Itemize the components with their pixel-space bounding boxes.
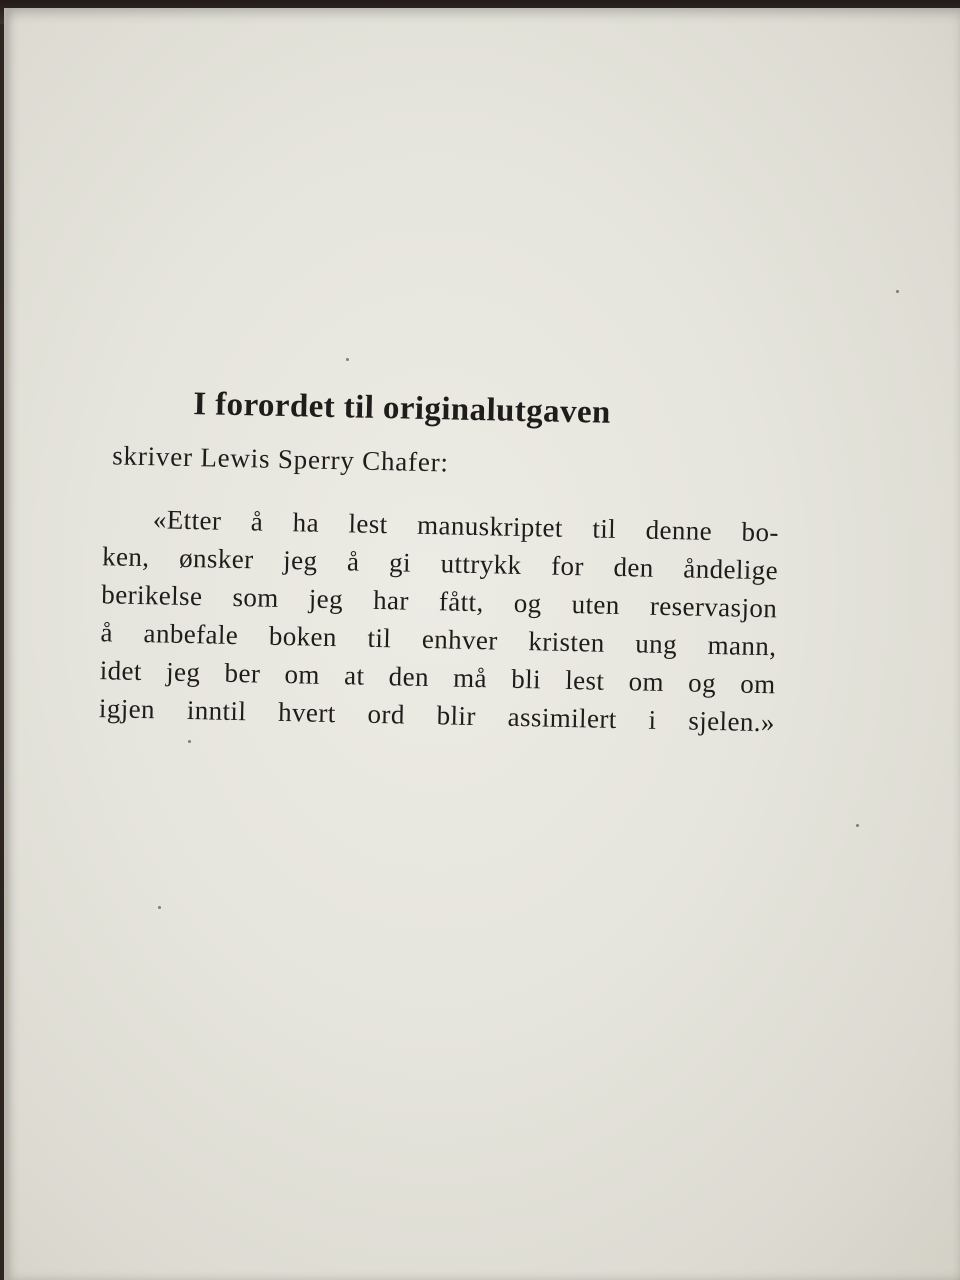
page-heading: I forordet til originalutgaven	[192, 386, 612, 431]
quote-line-5: idet jeg ber om at den må bli lest om og om	[99, 655, 776, 700]
quote-line-1: «Etter å ha lest manuskriptet til denne bo-	[152, 504, 780, 548]
paper-speck	[188, 740, 191, 743]
quote-line-4: å anbefale boken til enhver kristen ung mann,	[100, 617, 777, 662]
paper-speck	[896, 290, 899, 293]
quote-line-3: berikelse som jeg har fått, og uten reservasjon	[101, 579, 778, 624]
paper-speck	[158, 906, 161, 909]
paper-speck	[346, 358, 349, 361]
attribution-line: skriver Lewis Sperry Chafer:	[111, 440, 450, 478]
quote-line-2: ken, ønsker jeg å gi uttrykk for den åndelige	[101, 541, 779, 586]
book-page	[4, 8, 960, 1280]
paper-speck	[856, 824, 859, 827]
quote-line-6: igjen inntil hvert ord blir assimilert i sjelen.»	[98, 693, 776, 738]
